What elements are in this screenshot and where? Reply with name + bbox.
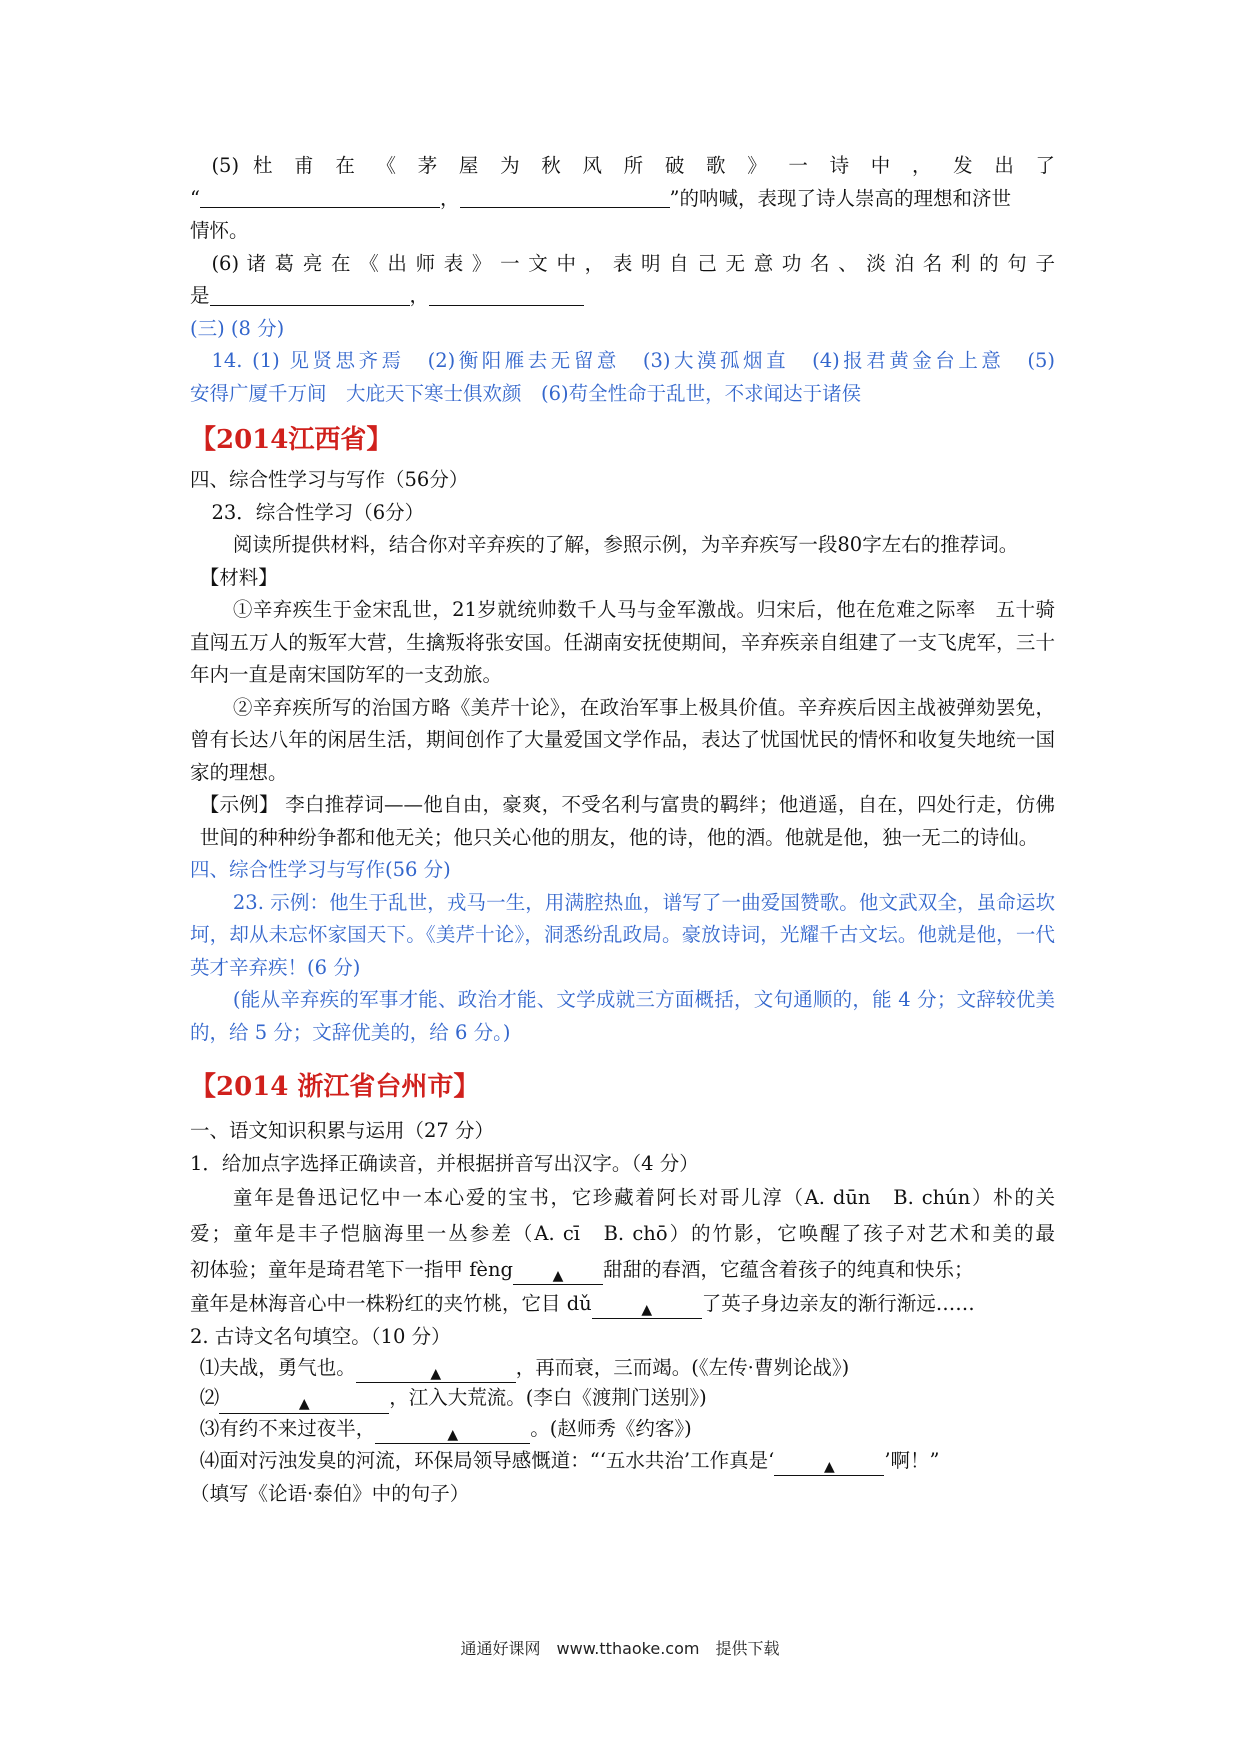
section-heading-jiangxi: 【2014江西省】 [190,425,393,455]
triangle-icon: ▲ [298,1396,310,1413]
answer-note: (能从辛弃疾的军事才能、政治才能、文学成就三方面概括，文句通顺的，能 4 分；文辞较优美的，给 5 分；文辞优美的，给 6 分。) [190,988,1055,1044]
triangle-icon: ▲ [823,1458,835,1475]
answer-blank[interactable] [356,1362,516,1383]
answer-blank[interactable] [375,1423,530,1444]
q6-line2: 是 ， [190,280,1055,313]
document-body [190,150,1055,1511]
q5-line1: (5) 杜 甫 在 《 茅 屋 为 秋 风 所 破 歌 》 一 诗 中 ， 发 出 了 [211,154,1055,177]
triangle-icon: ▲ [641,1301,653,1318]
material-label: 【材料】 [199,565,278,589]
q5-line3: 情怀。 [190,219,249,242]
example-paragraph: 【示例】 李白推荐词——他自由，豪爽，不受名利与富贵的羁绊；他逍遥，自在，四处行走，仿佛世间的种种纷争都和他无关；他只关心他的朋友，他的诗，他的酒。他就是他，独一无二的诗仙。 [199,793,1055,849]
material-paragraph-1: ①辛弃疾生于金宋乱世，21岁就统帅数千人马与金军激战。归宋后，他在危难之际率 五十骑直闯五万人的叛军大营，生擒叛将张安国。任湖南安抚使期间，辛弃疾亲自组建了一支飞虎军，三十年内一直是南宋国防军的一支劲旅。 [190,598,1055,686]
answer-line2: 安得广厦千万间 大庇天下寒士俱欢颜 (6)苟全性命于乱世，不求闻达于诸侯 [190,381,862,405]
fill-line-1: ⑴夫战，勇气也。 ▲ ，再而衰，三而竭。(《左传·曹刿论战》) [199,1356,850,1382]
answer-blank[interactable] [460,187,670,208]
answer-blank[interactable] [200,187,440,208]
fill-line-4: ⑷面对污浊发臭的河流，环保局领导感慨道：“‘五水共治’工作真是‘ ▲ ’啊！” [199,1449,940,1475]
paragraph-line: 爱；童年是丰子恺脑海里一丛参差（A. cī B. chō）的竹影，它唤醒了孩子对艺术和美的最 [190,1222,1055,1245]
answer-line1: 14. (1) 见贤思齐焉 (2)衡阳雁去无留意 (3)大漠孤烟直 (4)报君黄金台上意 (5) [211,349,1055,372]
answer-header: (三) (8 分) [190,316,285,340]
question-title: 1．给加点字选择正确读音，并根据拼音写出汉字。（4 分） [190,1151,699,1175]
triangle-icon: ▲ [552,1267,564,1284]
answer-blank[interactable] [774,1455,884,1476]
section-heading-taizhou: 【2014 浙江省台州市】 [190,1072,480,1102]
answer-blank[interactable] [592,1298,702,1319]
fill-line-2: ⑵ ▲ ，江入大荒流。(李白《渡荆门送别》) [199,1386,707,1413]
q6-line1: (6) 诸 葛 亮 在 《 出 师 表 》 一 文 中 ， 表 明 自 己 无 意 功 名 、 淡 泊 名 利 的 句 子 [211,251,1055,275]
paragraph-line: 童年是鲁迅记忆中一本心爱的宝书，它珍藏着阿长对哥儿淳（A. dūn B. chún）朴的关 [232,1186,1055,1209]
triangle-icon: ▲ [447,1426,459,1443]
answer-blank[interactable] [219,1392,389,1413]
answer-paragraph: 23. 示例：他生于乱世，戎马一生，用满腔热血，谱写了一曲爱国赞歌。他文武双全，虽命运坎坷，却从未忘怀家国天下。《美芹十论》，洞悉纷乱政局。豪放诗词，光耀千古文坛。他就是他，一代英才辛弃疾！(6 分) [190,890,1055,979]
page-footer: 通通好课网 www.tthaoke.com 提供下载 [460,1639,780,1658]
section-title: 四、综合性学习与写作（56分） [190,468,469,491]
paragraph-line: 初体验；童年是琦君笔下一指甲 fèng ▲ 甜甜的春酒，它蕴含着孩子的纯真和快乐； [190,1258,974,1284]
answer-blank[interactable] [513,1264,603,1285]
triangle-icon: ▲ [430,1365,442,1382]
section-title: 一、语文知识积累与运用（27 分） [190,1119,495,1142]
fill-line-3: ⑶有约不来过夜半， ▲ 。(赵师秀《约客》) [199,1416,692,1443]
answer-blank[interactable] [210,284,410,305]
paragraph-line: 童年是林海音心中一株粉红的夹竹桃，它目 dǔ ▲ 了英子身边亲友的渐行渐远…… [190,1292,975,1318]
answer-section-title: 四、综合性学习与写作(56 分) [190,858,451,881]
material-paragraph-2: ②辛弃疾所写的治国方略《美芹十论》，在政治军事上极具价值。辛弃疾后因主战被弹劾罢免，曾有长达八年的闲居生活，期间创作了大量爱国文学作品，表达了忧国忧民的情怀和收复失地统一国家的理想。 [190,695,1055,784]
answer-blank[interactable] [429,284,584,305]
fill-line-4-note: （填写《论语·泰伯》中的句子） [190,1482,470,1506]
question-title: 2. 古诗文名句填空。（10 分） [190,1324,451,1348]
instruction-text: 阅读所提供材料，结合你对辛弃疾的了解，参照示例，为辛弃疾写一段80字左右的推荐词。 [232,533,1019,556]
question-title: 23．综合性学习（6分） [211,500,425,524]
q5-line2: “ ， ”的呐喊，表现了诗人崇高的理想和济世 [190,186,1011,210]
